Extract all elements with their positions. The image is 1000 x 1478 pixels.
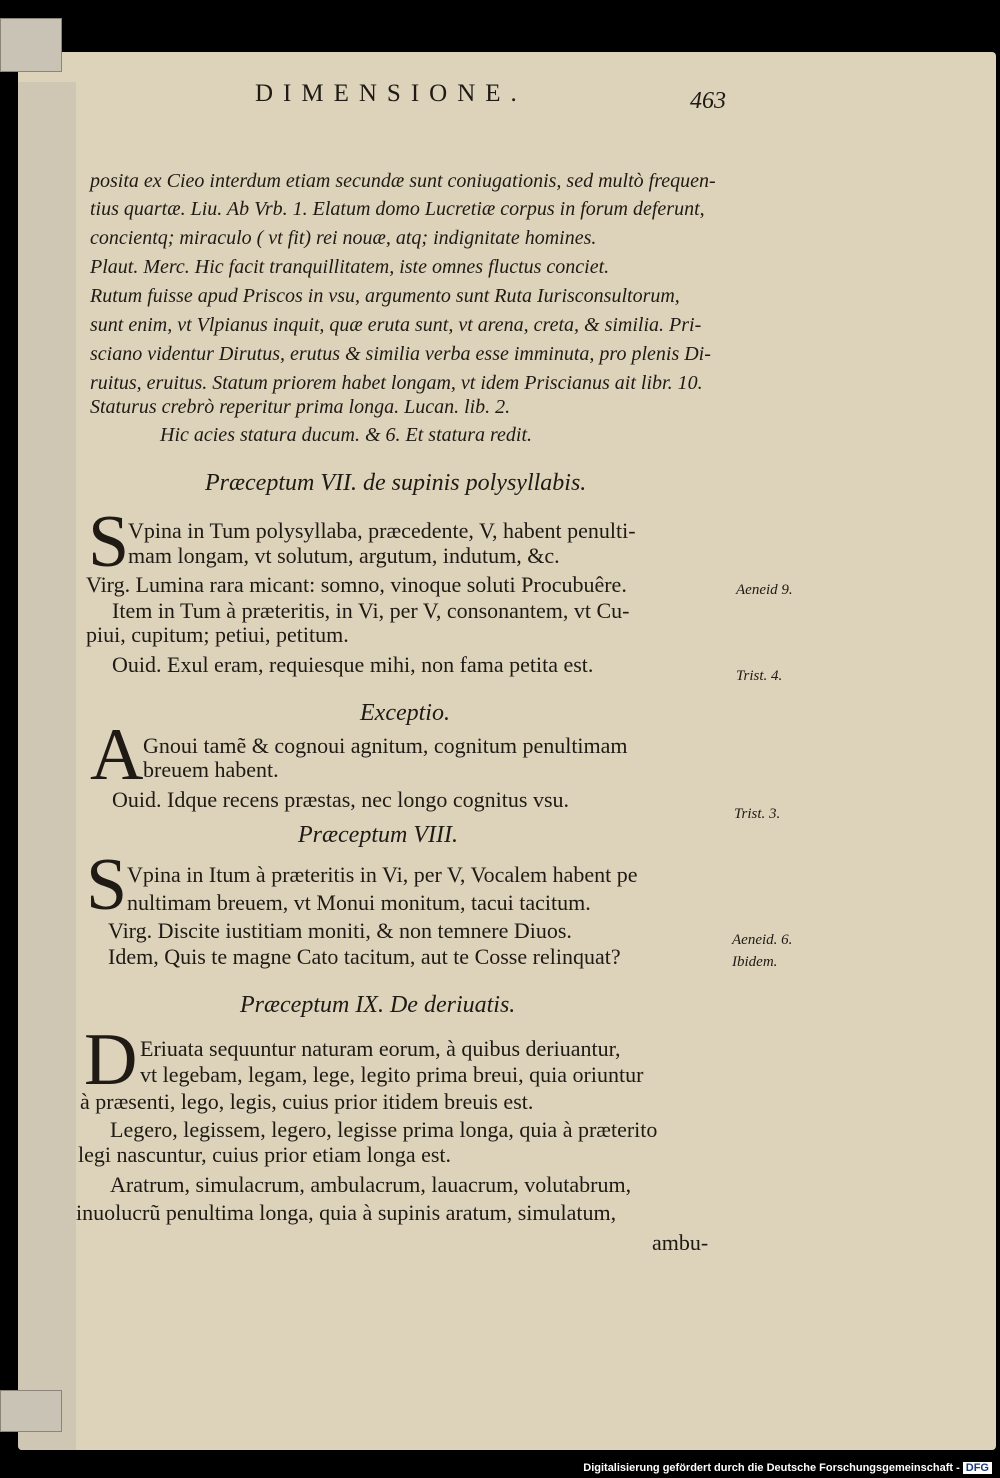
text-line: Virg. Lumina rara micant: somno, vinoque soluti Procubuêre. — [86, 572, 627, 597]
text-line: inuolucrũ penultima longa, quia à supinis aratum, simulatum, — [76, 1200, 617, 1225]
section-heading: Exceptio. — [360, 700, 450, 726]
text-line: legi nascuntur, cuius prior etiam longa est. — [78, 1142, 452, 1167]
drop-cap: A — [90, 714, 144, 796]
text-line: Aratrum, simulacrum, ambulacrum, lauacrum, volutabrum, — [110, 1172, 632, 1197]
text-line: posita ex Cieo interdum etiam secundæ sunt coniugationis, sed multò frequen- — [90, 170, 716, 192]
text-line: Staturus crebrò reperitur prima longa. Lucan. lib. 2. — [90, 396, 511, 418]
running-title: DIMENSIONE. — [255, 80, 527, 107]
text-line: Ouid. Idque recens præstas, nec longo cognitus vsu. — [112, 787, 570, 812]
drop-cap: S — [86, 844, 128, 926]
text-line: nultimam breuem, vt Monui monitum, tacui tacitum. — [127, 890, 591, 915]
catchword: ambu- — [652, 1230, 709, 1255]
digitization-credit — [583, 1462, 992, 1474]
text-line: à præsenti, lego, legis, cuius prior itidem breuis est. — [80, 1089, 534, 1114]
text-line: Legero, legissem, legero, legisse prima longa, quia à prӕterito — [110, 1117, 658, 1142]
text-line: Hic acies statura ducum. & 6. Et statura redit. — [160, 424, 533, 446]
credit-text: Digitalisierung gefördert durch die Deutsche Forschungsgemeinschaft - — [583, 1462, 960, 1474]
text-line: Vpina in Tum polysyllaba, præcedente, V, habent penulti- — [128, 518, 636, 543]
text-line: Eriuata sequuntur naturam eorum, à quibus deriuantur, — [140, 1036, 621, 1061]
text-line: vt legebam, legam, lege, legito prima breui, quia oriuntur — [140, 1062, 644, 1087]
dfg-logo: DFG — [963, 1462, 992, 1474]
margin-note: Aeneid. 6. — [732, 932, 793, 948]
margin-note: Trist. 4. — [736, 668, 783, 684]
text-line: sunt enim, vt Vlpianus inquit, quæ eruta sunt, vt arena, creta, & similia. Pri- — [90, 314, 702, 336]
text-line: concientq; miraculo ( vt fit) rei nouæ, atq; indignitate homines. — [90, 227, 597, 249]
page-number: 463 — [690, 88, 726, 114]
text-line: tius quartæ. Liu. Ab Vrb. 1. Elatum domo Lucretiæ corpus in forum deferunt, — [90, 198, 705, 220]
text-line: ruitus, eruitus. Statum priorem habet longam, vt idem Priscianus ait libr. 10. — [90, 372, 703, 394]
text-line: Plaut. Merc. Hic facit tranquillitatem, iste omnes fluctus conciet. — [90, 256, 610, 278]
margin-note: Trist. 3. — [734, 806, 781, 822]
margin-note: Aeneid 9. — [736, 582, 793, 598]
clip-bottom — [0, 1390, 62, 1432]
text-line: Virg. Discite iustitiam moniti, & non temnere Diuos. — [108, 918, 572, 943]
drop-cap: S — [88, 501, 130, 583]
clip-top — [0, 18, 62, 72]
section-heading: Præceptum VII. de supinis polysyllabis. — [205, 470, 587, 496]
text-line: mam longam, vt solutum, argutum, indutum, &c. — [128, 543, 560, 568]
margin-note: Ibidem. — [732, 954, 778, 970]
drop-cap: D — [84, 1019, 138, 1101]
text-line: breuem habent. — [143, 757, 279, 782]
text-line: Ouid. Exul eram, requiesque mihi, non fama petita est. — [112, 652, 594, 677]
text-line: Gnoui tamẽ & cognoui agnitum, cognitum penultimam — [143, 733, 628, 758]
text-line: Idem, Quis te magne Cato tacitum, aut te Cosse relinquat? — [108, 944, 621, 969]
section-heading: Præceptum IX. De deriuatis. — [240, 992, 516, 1018]
page-binding — [18, 82, 76, 1450]
text-line: Rutum fuisse apud Priscos in vsu, argumento sunt Ruta Iurisconsultorum, — [90, 285, 680, 307]
text-line: piui, cupitum; petiui, petitum. — [86, 622, 349, 647]
text-line: Item in Tum à præteritis, in Vi, per V, consonantem, vt Cu- — [112, 598, 630, 623]
section-heading: Præceptum VIII. — [298, 822, 458, 848]
text-line: sciano videntur Dirutus, erutus & similia verba esse imminuta, pro plenis Di- — [90, 343, 711, 365]
text-line: Vpina in Itum à præteritis in Vi, per V, Vocalem habent pe — [127, 862, 638, 887]
